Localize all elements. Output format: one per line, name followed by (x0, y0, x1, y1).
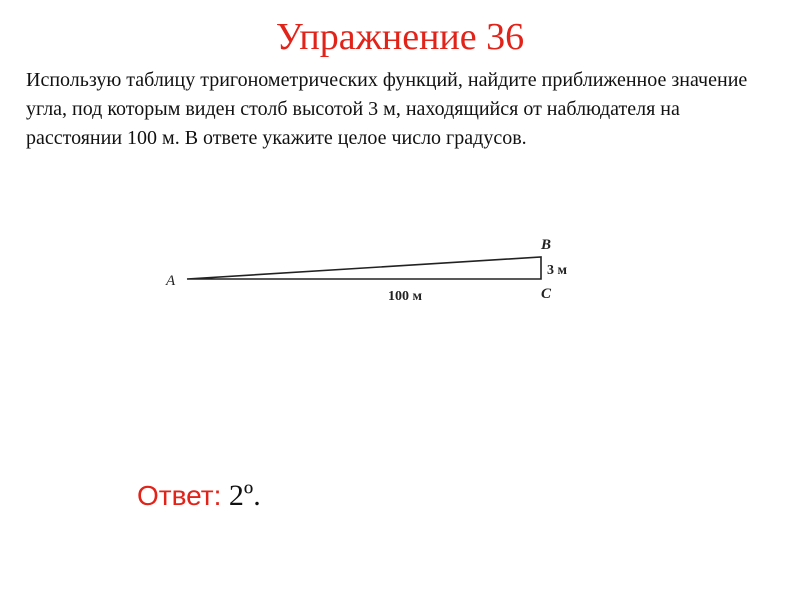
slide-title: Упражнение 36 (275, 16, 525, 58)
side-label-ac: 100 м (388, 289, 423, 304)
vertex-label-a: A (166, 273, 176, 289)
answer-label: Ответ: (137, 480, 222, 511)
vertex-label-b: B (541, 237, 552, 253)
side-label-bc: 3 м (547, 263, 568, 278)
answer-value: 2º. (228, 479, 261, 512)
problem-text: Использую таблицу тригонометрических функций, найдите приближенное значение угла, под которым виден столб высотой 3 м, находящийся от наблюдателя на расстоянии 100 м. В ответе укажите целое число градусов. (26, 69, 748, 149)
answer (137, 476, 261, 516)
vertex-label-c: C (541, 286, 552, 302)
triangle-abc (187, 257, 541, 279)
